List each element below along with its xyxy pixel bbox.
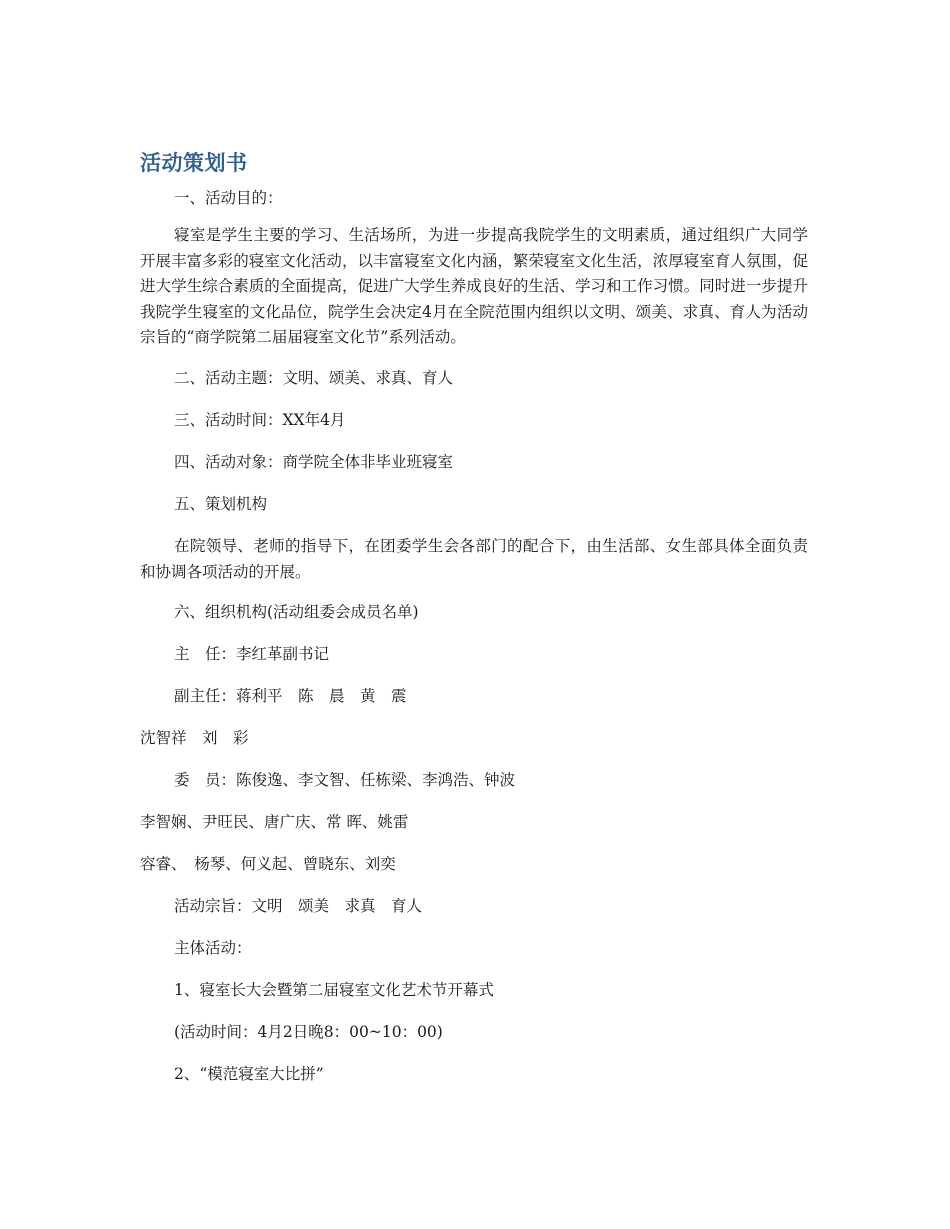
section-heading-time: 三、活动时间：XX年4月 [174,410,346,429]
committee-members: 委 员：陈俊逸、李文智、任栋梁、李鸿浩、钟波 [174,771,516,790]
committee-members-cont-2: 容睿、 杨琴、何义起、曾晓东、刘奕 [140,855,396,874]
activity-item-1-time: (活动时间：4月2日晚8：00~10：00) [174,1023,443,1042]
section-heading-organization: 六、组织机构(活动组委会成员名单) [174,603,419,622]
activity-item-1: 1、寝室长大会暨第二届寝室文化艺术节开幕式 [174,981,494,1000]
main-activities-heading: 主体活动： [174,939,252,958]
paragraph-planning-body: 在院领导、老师的指导下，在团委学生会各部门的配合下，由生活部、女生部具体全面负责和协调各项活动的开展。 [140,536,808,581]
activity-item-2: 2、“模范寝室大比拼” [174,1065,324,1084]
committee-vice-director-cont: 沈智祥 刘 彩 [140,729,249,748]
activity-principle: 活动宗旨：文明 颂美 求真 育人 [174,897,423,916]
section-heading-planning-org: 五、策划机构 [174,494,268,513]
committee-director: 主 任：李红革副书记 [174,645,330,664]
section-heading-theme: 二、活动主题：文明、颂美、求真、育人 [174,368,454,387]
committee-vice-director: 副主任：蒋利平 陈 晨 黄 震 [174,687,407,706]
section-heading-purpose: 一、活动目的： [174,189,283,207]
committee-members-cont-1: 李智娴、尹旺民、唐广庆、常 晖、姚雷 [140,813,409,832]
document-page [140,146,808,1104]
section-heading-audience: 四、活动对象：商学院全体非毕业班寝室 [174,452,454,471]
document-title: 活动策划书 [140,151,248,175]
paragraph-purpose-body: 寝室是学生主要的学习、生活场所，为进一步提高我院学生的文明素质，通过组织广大同学开展丰富多彩的寝室文化活动，以丰富寝室文化内涵，繁荣寝室文化生活，浓厚寝室育人氛围，促进大学生综合素质的全面提高，促进广大学生养成良好的生活、学习和工作习惯。同时进一步提升我院学生寝室的文化品位，院学生会决定4月在全院范围内组织以文明、颂美、求真、育人为活动宗旨的“商学院第二届届寝室文化节”系列活动。 [140,226,808,347]
